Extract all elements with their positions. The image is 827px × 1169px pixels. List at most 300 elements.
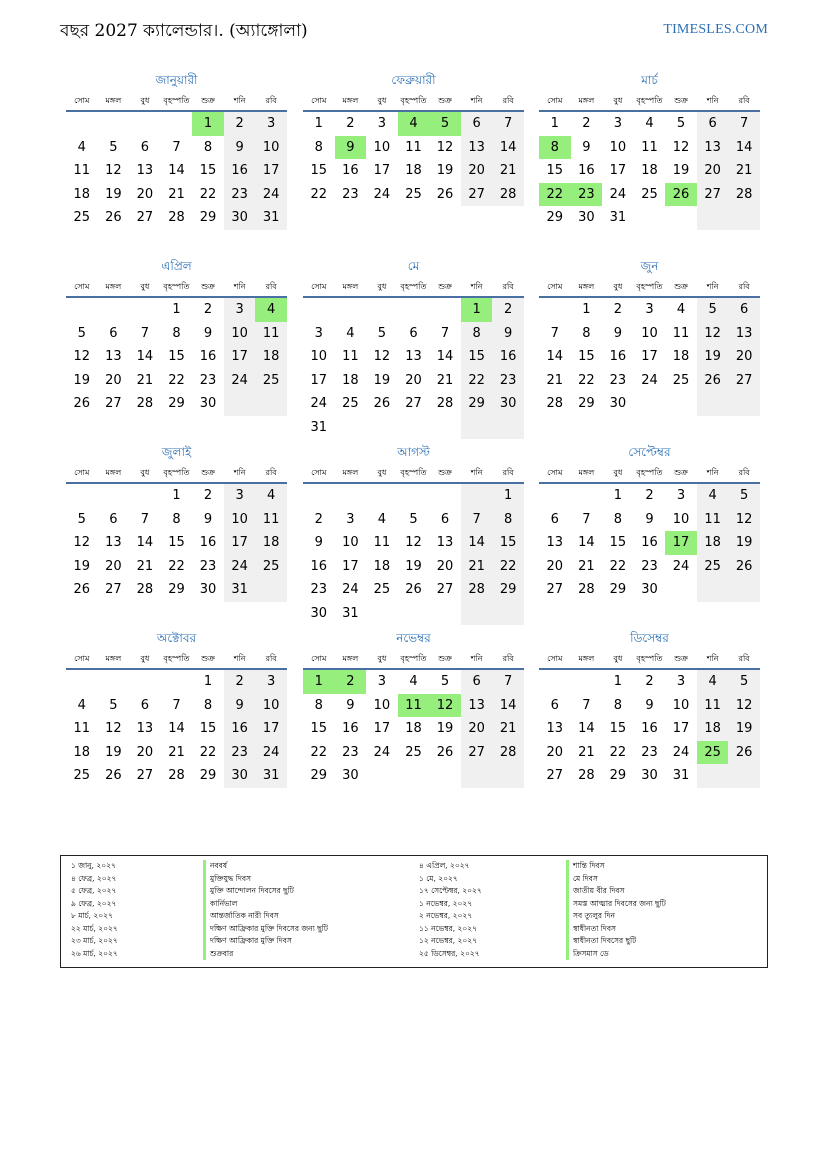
day-cell: 17 xyxy=(224,531,256,555)
day-cell: 9 xyxy=(224,136,256,160)
day-cell: 7 xyxy=(440,325,450,341)
day-cell: 2 xyxy=(203,488,213,503)
day-cell: 22 xyxy=(310,744,328,760)
day-cell: 20 xyxy=(136,744,154,760)
day-cell: 19 xyxy=(405,558,422,574)
day-cell: 17 xyxy=(672,721,690,736)
week-row xyxy=(66,369,287,393)
day-cell: 28 xyxy=(436,396,454,411)
week-row xyxy=(66,136,287,160)
day-cell: 22 xyxy=(609,558,627,574)
week-row xyxy=(66,392,287,416)
weekday-label: মঙ্গল xyxy=(105,282,122,291)
day-cell: 4 xyxy=(697,670,729,694)
day-cell: 18 xyxy=(697,717,729,741)
day-cell: 3 xyxy=(255,112,287,136)
day-cell: 25 xyxy=(342,396,359,411)
day-cell: 30 xyxy=(199,582,217,597)
day-cell: 15 xyxy=(199,721,217,736)
empty-day-cell xyxy=(539,298,571,322)
holiday-date: ২৫ ডিসেম্বর, ২০২৭ xyxy=(419,948,480,958)
holiday-date: ১ নভেম্বর, ২০২৭ xyxy=(419,898,473,908)
weekday-header xyxy=(66,92,287,112)
day-cell: 30 xyxy=(492,392,524,416)
day-cell: 23 xyxy=(641,744,658,760)
week-row xyxy=(66,508,287,532)
week-row xyxy=(66,206,287,230)
weekday-label: মঙ্গল xyxy=(578,96,595,105)
day-cell: 18 xyxy=(255,345,287,369)
weekday-label: রবি xyxy=(265,96,277,105)
empty-day-cell xyxy=(129,484,161,508)
day-cell: 3 xyxy=(314,325,323,341)
weekday-label: শুক্র xyxy=(201,96,215,105)
weekday-label: মঙ্গল xyxy=(342,654,359,663)
week-row xyxy=(539,322,760,346)
day-cell: 16 xyxy=(310,558,328,574)
weekday-header xyxy=(66,464,287,484)
day-cell: 10 xyxy=(310,349,328,364)
week-row xyxy=(539,183,760,207)
day-cell: 6 xyxy=(140,139,150,155)
day-cell: 20 xyxy=(697,159,729,183)
day-cell: 6 xyxy=(440,511,450,527)
day-cell: 1 xyxy=(314,116,323,131)
empty-day-cell xyxy=(492,764,524,788)
day-cell: 20 xyxy=(436,558,454,574)
holiday-day-cell: 25 xyxy=(697,741,729,765)
holiday-day-cell: 9 xyxy=(335,136,367,160)
day-cell: 27 xyxy=(697,183,729,207)
month-calendar xyxy=(303,256,524,439)
day-cell: 7 xyxy=(582,697,591,713)
weekday-label: শনি xyxy=(470,468,483,477)
weekday-label: সোম xyxy=(74,282,90,291)
day-cell: 3 xyxy=(645,302,654,317)
day-cell: 20 xyxy=(728,345,760,369)
month-title: জুন xyxy=(640,259,659,273)
day-cell: 18 xyxy=(373,558,391,574)
empty-day-cell xyxy=(129,112,161,136)
day-cell: 9 xyxy=(645,511,654,527)
week-row xyxy=(303,694,524,718)
day-cell: 21 xyxy=(436,372,454,388)
day-cell: 2 xyxy=(582,116,591,131)
day-cell: 24 xyxy=(672,558,690,574)
day-cell: 13 xyxy=(105,535,122,550)
day-cell: 8 xyxy=(461,322,493,346)
day-cell: 8 xyxy=(613,697,623,713)
day-cell: 5 xyxy=(728,484,760,508)
empty-day-cell xyxy=(571,484,603,508)
day-cell: 4 xyxy=(377,511,387,527)
weekday-label: রবি xyxy=(502,282,514,291)
day-cell: 16 xyxy=(641,535,658,550)
day-cell: 30 xyxy=(578,210,595,225)
day-cell: 5 xyxy=(697,298,729,322)
day-cell: 29 xyxy=(578,396,595,411)
month-calendar xyxy=(539,442,760,602)
day-cell: 19 xyxy=(728,531,760,555)
weekday-label: শুক্র xyxy=(438,654,452,663)
week-row xyxy=(66,298,287,322)
day-cell: 27 xyxy=(136,768,154,783)
day-cell: 9 xyxy=(613,325,623,341)
day-cell: 29 xyxy=(168,582,185,597)
day-cell: 17 xyxy=(373,721,391,736)
empty-day-cell xyxy=(429,602,461,626)
day-cell: 19 xyxy=(73,558,91,574)
day-cell: 11 xyxy=(697,694,729,718)
day-cell: 25 xyxy=(672,372,690,388)
day-cell: 13 xyxy=(436,535,454,550)
holiday-date: ৫ ফেব্র, ২০২৭ xyxy=(71,886,117,895)
month-title: সেপ্টেম্বর xyxy=(628,445,671,459)
day-cell: 8 xyxy=(203,697,213,713)
weekday-label: বুধ xyxy=(377,282,387,291)
day-cell: 7 xyxy=(728,112,760,136)
day-cell: 17 xyxy=(255,159,287,183)
weekday-header xyxy=(539,92,760,112)
day-cell: 29 xyxy=(199,768,217,783)
day-cell: 9 xyxy=(492,322,524,346)
weekday-label: বৃহস্পতি xyxy=(163,468,190,477)
day-cell: 4 xyxy=(77,697,86,713)
day-cell: 16 xyxy=(641,721,658,736)
weekday-label: শুক্র xyxy=(674,96,688,105)
day-cell: 27 xyxy=(461,183,493,207)
weekday-label: মঙ্গল xyxy=(105,654,122,663)
day-cell: 7 xyxy=(172,697,181,713)
day-cell: 4 xyxy=(645,116,654,131)
holiday-date: ১২ নভেম্বর, ২০২৭ xyxy=(419,936,478,945)
holiday-day-cell: 11 xyxy=(398,694,430,718)
weekday-label: রবি xyxy=(502,96,514,105)
day-cell: 23 xyxy=(609,372,627,388)
weekday-label: শুক্র xyxy=(438,468,452,477)
day-cell: 27 xyxy=(436,582,454,597)
weekday-label: রবি xyxy=(502,654,514,663)
day-cell: 12 xyxy=(697,322,729,346)
day-cell: 26 xyxy=(373,396,391,411)
day-cell: 20 xyxy=(405,372,422,388)
week-row xyxy=(303,112,524,136)
day-cell: 7 xyxy=(492,670,524,694)
day-cell: 3 xyxy=(224,298,256,322)
day-cell: 24 xyxy=(373,744,391,760)
day-cell: 29 xyxy=(199,210,217,225)
day-cell: 1 xyxy=(203,674,213,689)
day-cell: 21 xyxy=(168,186,185,202)
weekday-label: সোম xyxy=(311,654,327,663)
weekday-label: মঙ্গল xyxy=(578,654,595,663)
day-cell: 12 xyxy=(73,349,91,364)
day-cell: 17 xyxy=(310,372,328,388)
holiday-name: মুক্তিযুদ্ধ দিবস xyxy=(203,873,328,886)
day-cell: 12 xyxy=(728,508,760,532)
holiday-name: আন্তর্জাতিক নারী দিবস xyxy=(203,910,328,923)
day-cell: 24 xyxy=(609,186,627,202)
day-cell: 10 xyxy=(373,697,391,713)
day-cell: 14 xyxy=(492,136,524,160)
day-cell: 27 xyxy=(546,582,564,597)
weekday-label: সোম xyxy=(311,96,327,105)
day-cell: 20 xyxy=(105,372,122,388)
weekday-label: শনি xyxy=(470,96,483,105)
day-cell: 14 xyxy=(546,349,564,364)
holiday-day-cell: 1 xyxy=(303,670,335,694)
weekday-label: শনি xyxy=(233,654,246,663)
day-cell: 3 xyxy=(224,484,256,508)
empty-day-cell xyxy=(98,112,130,136)
day-cell: 12 xyxy=(105,163,122,178)
month-calendar xyxy=(66,628,287,788)
day-cell: 8 xyxy=(314,139,323,155)
empty-day-cell xyxy=(66,298,98,322)
day-cell: 9 xyxy=(203,511,213,527)
day-cell: 11 xyxy=(641,139,658,155)
weekday-label: বৃহস্পতি xyxy=(400,282,427,291)
week-row xyxy=(66,741,287,765)
day-cell: 2 xyxy=(492,298,524,322)
day-cell: 4 xyxy=(346,325,355,341)
day-cell: 28 xyxy=(168,210,185,225)
day-cell: 19 xyxy=(73,372,91,388)
holiday-day-cell: 5 xyxy=(429,112,461,136)
weekday-label: শুক্র xyxy=(201,654,215,663)
day-cell: 19 xyxy=(697,345,729,369)
day-cell: 31 xyxy=(224,578,256,602)
day-cell: 11 xyxy=(405,139,422,155)
day-cell: 28 xyxy=(168,768,185,783)
empty-day-cell xyxy=(66,484,98,508)
day-cell: 9 xyxy=(346,697,355,713)
empty-day-cell xyxy=(366,416,398,440)
day-cell: 16 xyxy=(492,345,524,369)
day-cell: 7 xyxy=(582,511,591,527)
day-cell: 13 xyxy=(546,721,564,736)
day-cell: 26 xyxy=(73,396,91,411)
day-cell: 3 xyxy=(377,674,387,689)
week-row xyxy=(539,764,760,788)
day-cell: 10 xyxy=(255,136,287,160)
day-cell: 14 xyxy=(492,694,524,718)
empty-day-cell xyxy=(398,484,430,508)
month-calendar xyxy=(303,442,524,625)
day-cell: 10 xyxy=(373,139,391,155)
day-cell: 17 xyxy=(641,349,658,364)
day-cell: 8 xyxy=(172,325,181,341)
day-cell: 3 xyxy=(377,116,387,131)
weekday-label: শনি xyxy=(470,282,483,291)
day-cell: 4 xyxy=(77,139,86,155)
week-row xyxy=(303,717,524,741)
holiday-day-cell: 2 xyxy=(335,670,367,694)
day-cell: 15 xyxy=(168,535,185,550)
day-cell: 2 xyxy=(224,112,256,136)
holiday-date: ১ জানু, ২০২৭ xyxy=(71,861,116,870)
day-cell: 5 xyxy=(77,511,86,527)
holiday-name: স্বাধীনতা দিবস xyxy=(566,923,666,936)
weekday-label: শনি xyxy=(233,468,246,477)
day-cell: 19 xyxy=(373,372,391,388)
day-cell: 18 xyxy=(697,531,729,555)
day-cell: 24 xyxy=(310,396,328,411)
month-calendar xyxy=(303,628,524,788)
day-cell: 29 xyxy=(168,396,185,411)
day-cell: 25 xyxy=(697,555,729,579)
day-cell: 6 xyxy=(109,511,118,527)
empty-day-cell xyxy=(728,392,760,416)
empty-day-cell xyxy=(303,484,335,508)
day-cell: 9 xyxy=(645,697,654,713)
day-cell: 3 xyxy=(255,670,287,694)
weekday-label: বুধ xyxy=(140,96,150,105)
weekday-label: শনি xyxy=(706,96,719,105)
weekday-label: বৃহস্পতি xyxy=(636,282,663,291)
week-row xyxy=(539,298,760,322)
empty-day-cell xyxy=(697,206,729,230)
day-cell: 16 xyxy=(199,535,217,550)
weekday-label: শুক্র xyxy=(201,282,215,291)
day-cell: 2 xyxy=(645,488,654,503)
day-cell: 11 xyxy=(73,721,91,736)
day-cell: 16 xyxy=(224,717,256,741)
day-cell: 23 xyxy=(199,372,217,388)
empty-day-cell xyxy=(461,416,493,440)
day-cell: 8 xyxy=(582,325,591,341)
day-cell: 5 xyxy=(109,697,118,713)
holiday-name: দক্ষিণ আফ্রিকার মুক্তি দিবসের জন্য ছুটি xyxy=(203,923,328,936)
day-cell: 15 xyxy=(546,163,564,178)
empty-day-cell xyxy=(429,764,461,788)
week-row xyxy=(66,578,287,602)
day-cell: 3 xyxy=(346,511,355,527)
week-row xyxy=(303,741,524,765)
day-cell: 25 xyxy=(641,186,658,202)
day-cell: 21 xyxy=(578,744,595,760)
weekday-label: বৃহস্পতি xyxy=(636,654,663,663)
empty-day-cell xyxy=(303,298,335,322)
weekday-header xyxy=(539,278,760,298)
weekday-label: বুধ xyxy=(613,654,623,663)
week-row xyxy=(539,508,760,532)
empty-day-cell xyxy=(129,670,161,694)
weekday-header xyxy=(303,278,524,298)
week-row xyxy=(303,484,524,508)
weekday-label: বৃহস্পতি xyxy=(400,654,427,663)
empty-day-cell xyxy=(461,764,493,788)
week-row xyxy=(303,416,524,440)
weekday-label: শুক্র xyxy=(674,282,688,291)
day-cell: 7 xyxy=(550,325,559,341)
day-cell: 22 xyxy=(461,369,493,393)
empty-day-cell xyxy=(366,484,398,508)
day-cell: 13 xyxy=(546,535,564,550)
holiday-name: মুক্তি আন্দোলন দিবসের ছুটি xyxy=(203,885,328,898)
week-row xyxy=(303,183,524,207)
day-cell: 2 xyxy=(613,302,623,317)
day-cell: 30 xyxy=(342,768,359,783)
weekday-label: সোম xyxy=(74,654,90,663)
weekday-label: বৃহস্পতি xyxy=(163,96,190,105)
day-cell: 12 xyxy=(672,139,690,155)
weekday-label: বুধ xyxy=(140,282,150,291)
day-cell: 7 xyxy=(140,511,150,527)
weekday-label: বুধ xyxy=(377,468,387,477)
day-cell: 19 xyxy=(436,721,454,736)
day-cell: 21 xyxy=(136,372,154,388)
day-cell: 30 xyxy=(224,206,256,230)
empty-day-cell xyxy=(728,206,760,230)
holiday-day-cell: 23 xyxy=(571,183,603,207)
holiday-name: জাতীয় বীর দিবস xyxy=(566,885,666,898)
holidays-list xyxy=(60,855,768,968)
day-cell: 19 xyxy=(105,186,122,202)
day-cell: 6 xyxy=(140,697,150,713)
day-cell: 6 xyxy=(461,670,493,694)
holiday-dates-left xyxy=(71,860,118,960)
holiday-date: ৪ এপ্রিল, ২০২৭ xyxy=(419,861,470,870)
weekday-label: শনি xyxy=(470,654,483,663)
week-row xyxy=(539,670,760,694)
day-cell: 12 xyxy=(405,535,422,550)
day-cell: 13 xyxy=(461,136,493,160)
holiday-day-cell: 12 xyxy=(429,694,461,718)
day-cell: 16 xyxy=(342,163,359,178)
weekday-label: সোম xyxy=(74,468,90,477)
weekday-label: বুধ xyxy=(377,96,387,105)
holiday-day-cell: 8 xyxy=(539,136,571,160)
week-row xyxy=(303,531,524,555)
day-cell: 4 xyxy=(409,674,418,689)
day-cell: 13 xyxy=(105,349,122,364)
week-row xyxy=(539,717,760,741)
holiday-date: ৮ মার্চ, ২০২৭ xyxy=(71,911,113,920)
day-cell: 14 xyxy=(136,349,154,364)
day-cell: 15 xyxy=(461,345,493,369)
day-cell: 27 xyxy=(546,768,564,783)
holiday-date: ২৬ মার্চ, ২০২৭ xyxy=(71,948,118,958)
day-cell: 11 xyxy=(73,163,91,178)
day-cell: 12 xyxy=(73,535,91,550)
month-title: নভেম্বর xyxy=(396,631,431,645)
week-row xyxy=(303,345,524,369)
holiday-date: ১৭ সেপ্টেম্বর, ২০২৭ xyxy=(419,886,482,895)
day-cell: 31 xyxy=(342,605,359,621)
week-row xyxy=(303,555,524,579)
day-cell: 28 xyxy=(136,396,154,411)
empty-day-cell xyxy=(66,112,98,136)
week-row xyxy=(539,741,760,765)
weekday-label: বৃহস্পতি xyxy=(163,654,190,663)
weekday-label: বুধ xyxy=(613,96,623,105)
day-cell: 11 xyxy=(255,322,287,346)
site-link[interactable]: TIMESLES.COM xyxy=(663,22,768,37)
day-cell: 17 xyxy=(342,558,359,574)
day-cell: 11 xyxy=(255,508,287,532)
day-cell: 28 xyxy=(492,741,524,765)
day-cell: 27 xyxy=(136,210,154,225)
weekday-label: শনি xyxy=(233,96,246,105)
weekday-label: রবি xyxy=(502,468,514,477)
day-cell: 21 xyxy=(492,159,524,183)
weekday-label: বুধ xyxy=(613,282,623,291)
day-cell: 6 xyxy=(109,325,118,341)
empty-day-cell xyxy=(492,602,524,626)
day-cell: 1 xyxy=(613,488,623,503)
day-cell: 4 xyxy=(255,484,287,508)
